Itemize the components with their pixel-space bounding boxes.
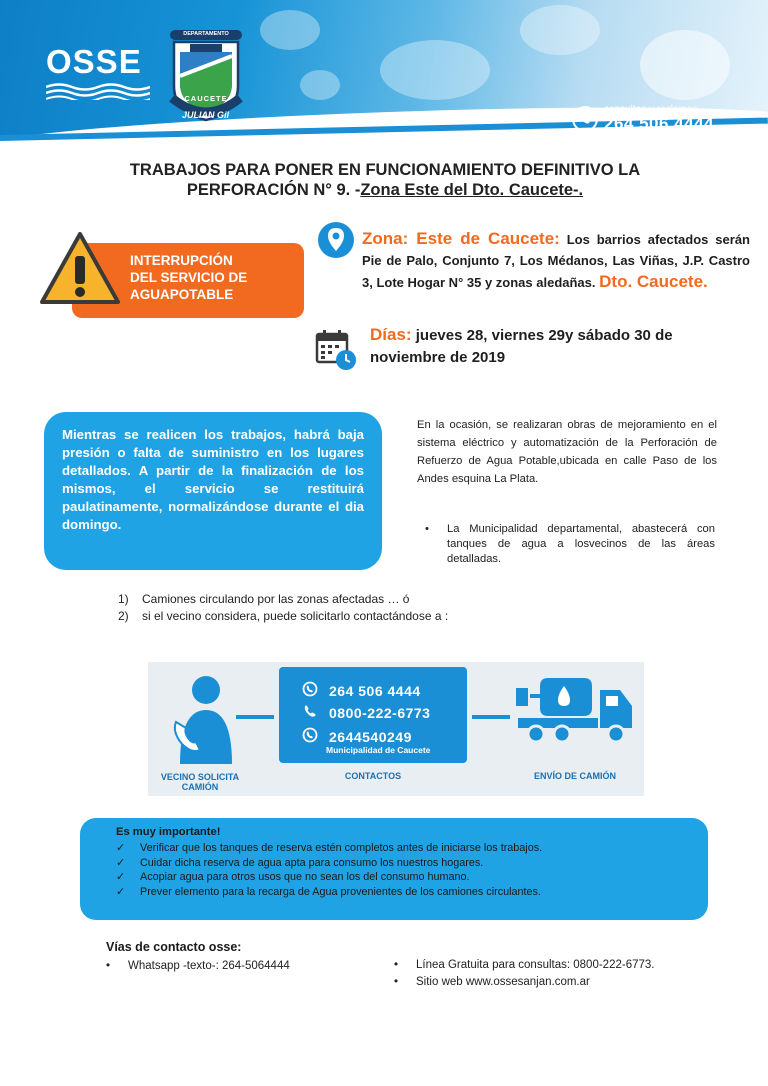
page-title [120,160,650,200]
step-text: si el vecino considera, puede solicitarlo contactándose a : [142,609,449,623]
step-number: 2) [118,609,129,623]
title-line-2-zone: Zona Este del Dto. Caucete-. [360,181,584,199]
contact-row-whatsapp-municipality[interactable] [301,727,412,746]
contact-value: 264 506 4444 [329,682,421,699]
municipality-label: Municipalidad de Caucete [326,745,431,755]
important-item-text: Verificar que los tanques de reserva estén completos antes de iniciarse los trabajos. [140,842,543,854]
warning-text [130,252,300,303]
days-label: Días: [370,325,412,344]
contact-row-phone[interactable] [301,704,430,721]
municipal-supply-item [425,522,715,567]
hotline-number: 264 506 4444 [604,114,714,133]
list-item[interactable] [394,974,654,991]
whatsapp-contact: Whatsapp -texto-: 264-5064444 [128,960,290,972]
calendar-clock-icon [314,328,358,372]
warning-line-2: DEL SERVICIO DE [130,270,248,285]
checkmark-icon: ✓ [116,842,126,854]
water-splash [640,30,730,100]
days-body: jueves 28, viernes 29y sábado 30 de noviembre de 2019 [370,327,673,366]
important-title: Es muy importante! [116,826,221,838]
toll-free-contact: Línea Gratuita para consultas: 0800-222-6773. [416,959,655,971]
water-splash [520,5,600,55]
warning-line-1: INTERRUPCIÓN [130,253,233,268]
bullet-dot: • [394,959,399,971]
list-item[interactable] [106,958,290,975]
whatsapp-icon [301,681,319,700]
phone-icon [301,704,319,721]
important-list [116,841,636,899]
connector-line [472,715,510,719]
location-pin-icon [316,220,356,260]
warning-line-3: AGUAPOTABLE [130,287,234,302]
title-line-2-prefix: PERFORACIÓN N° 9. - [186,181,361,199]
steps-list [118,591,558,625]
title-line-2 [120,180,650,200]
contact-ways-left [106,958,290,975]
hotline-label: consultas y reclamos [604,104,698,115]
whatsapp-icon [301,727,319,746]
list-item [116,870,636,885]
list-item[interactable] [394,957,654,974]
checkmark-icon: ✓ [116,856,126,869]
whatsapp-icon [572,106,598,132]
checkmark-icon: ✓ [116,885,126,898]
panel-label-vecino: VECINO SOLICITA CAMIÓN [160,772,240,792]
title-line-1: TRABAJOS PARA PONER EN FUNCIONAMIENTO DEFINITIVO LA [129,161,641,179]
contact-ways-title: Vías de contacto osse: [106,940,242,954]
contact-ways-right [394,957,654,991]
crest-top-text: DEPARTAMENTO [183,31,229,37]
connector-line [236,715,274,719]
hotline[interactable] [572,104,714,133]
contact-value: 0800-222-6773 [329,704,431,721]
osse-logo-text: OSSE [46,43,142,80]
step-number: 1) [118,592,129,606]
osse-logo [46,44,154,100]
contact-value: 2644540249 [329,728,412,745]
website-contact: Sitio web www.ossesanjan.com.ar [416,976,590,988]
zone-suffix: Dto. Caucete. [599,272,708,291]
panel-label-contactos: CONTACTOS [344,771,402,781]
list-item [116,841,636,856]
water-truck-icon [514,676,636,746]
step-text: Camiones circulando por las zonas afectadas … ó [142,592,410,606]
contact-row-whatsapp[interactable] [301,681,421,700]
zone-label: Zona: Este de Caucete: [362,229,560,248]
list-item [116,885,636,900]
bullet-dot: • [106,960,111,972]
important-item-text: Acopiar agua para otros usos que no sean los del consumo humano. [140,871,470,883]
bullet-dot: • [425,523,429,535]
person-phone-icon [170,674,234,764]
water-splash [380,40,490,100]
note-text: Mientras se realicen los trabajos, habrá baja presión o falta de suministro en los lugares detallados. A partir de la finalización de los mismos, el servicio se restituirá paulatinamente, normalizándose durante el dia domingo. [62,427,364,532]
important-item-text: Cuidar dicha reserva de agua apta para consumo los nuestros hogares. [140,856,484,869]
panel-label-envio: ENVÍO DE CAMIÓN [533,771,616,781]
water-splash [300,70,340,100]
list-item [118,591,558,608]
list-item [118,608,558,625]
crest-bottom-text: CAUCETE [184,94,228,103]
zone-description [362,228,750,293]
zone-body: Los barrios afectados serán Pie de Palo, Conjunto 7, Los Médanos, Las Viñas, J.P. Castro 3, Lote Hogar N° 35 y zonas aledañas. [362,232,750,290]
municipal-supply-text: La Municipalidad departamental, abastecerá con tanques de agua a losvecinos de las áreas detalladas. [447,523,715,565]
bullet-dot: • [394,976,399,988]
checkmark-icon: ✓ [116,871,126,883]
water-splash [260,10,320,50]
days-description [370,324,730,369]
important-item-text: Prever elemento para la recarga de Agua provenientes de los camiones circulantes. [140,885,541,898]
crest-signature: JULIAN Gil [182,110,230,120]
works-description: En la ocasión, se realizaran obras de mejoramiento en el sistema eléctrico y automatización de la Perforación de Refuerzo de Agua Potable,ubicada en calle Paso de los Andes esquina La Plata. [417,419,717,485]
header-banner [0,0,768,150]
list-item [116,856,636,871]
osse-waves-icon [46,82,150,100]
warning-triangle-icon [38,230,122,308]
